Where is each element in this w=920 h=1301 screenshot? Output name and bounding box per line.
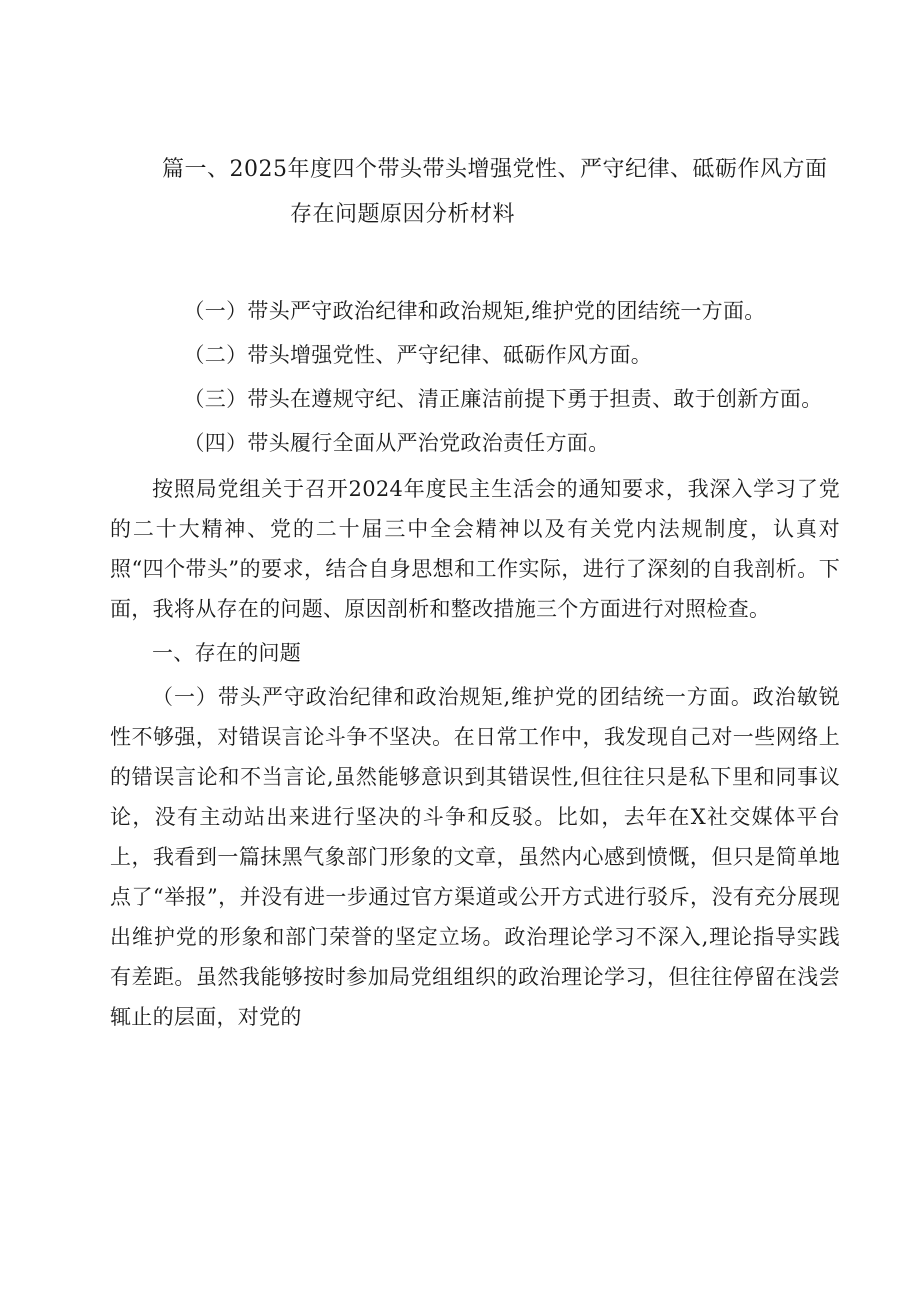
outline-item-4: （四）带头履行全面从严治党政治责任方面。 (183, 431, 610, 455)
section-paragraph-1: （一）带头严守政治纪律和政治规矩,维护党的团结统一方面。政治敏锐性不够强，对错误言论斗争不坚决。在日常工作中，我发现自己对一些网络上的错误言论和不当言论,虽然能够意识到其错误性,但往往只是私下里和同事议论，没有主动站出来进行坚决的斗争和反驳。比如，去年在X社交媒体平台上，我看到一篇抹黑气象部门形象的文章，虽然内心感到愤慨，但只是简单地点了“举报”，并没有进一步通过官方渠道或公开方式进行驳斥，没有充分展现出维护党的形象和部门荣誉的坚定立场。政治理论学习不深入,理论指导实践有差距。虽然我能够按时参加局党组组织的政治理论学习，但往往停留在浅尝辄止的层面，对党的 (110, 685, 840, 1029)
section-heading-problems: 一、存在的问题 (152, 641, 302, 665)
outline-item-3: （三）带头在遵规守纪、清正廉洁前提下勇于担责、敢于创新方面。 (183, 387, 823, 411)
document-body (110, 293, 840, 1037)
document-title-line-2: 存在问题原因分析材料 (290, 202, 516, 227)
outline-item-2: （二）带头增强党性、严守纪律、砥砺作风方面。 (183, 343, 653, 367)
document-title-line-1: 篇一、2025年度四个带头带头增强党性、严守纪律、砥砺作风方面 (162, 157, 828, 182)
outline-item-1: （一）带头严守政治纪律和政治规矩,维护党的团结统一方面。 (183, 299, 766, 323)
intro-paragraph: 按照局党组关于召开2024年度民主生活会的通知要求，我深入学习了党的二十大精神、党的二十届三中全会精神以及有关党内法规制度，认真对照“四个带头”的要求，结合自身思想和工作实际，进行了深刻的自我剖析。下面，我将从存在的问题、原因剖析和整改措施三个方面进行对照检查。 (110, 477, 840, 621)
